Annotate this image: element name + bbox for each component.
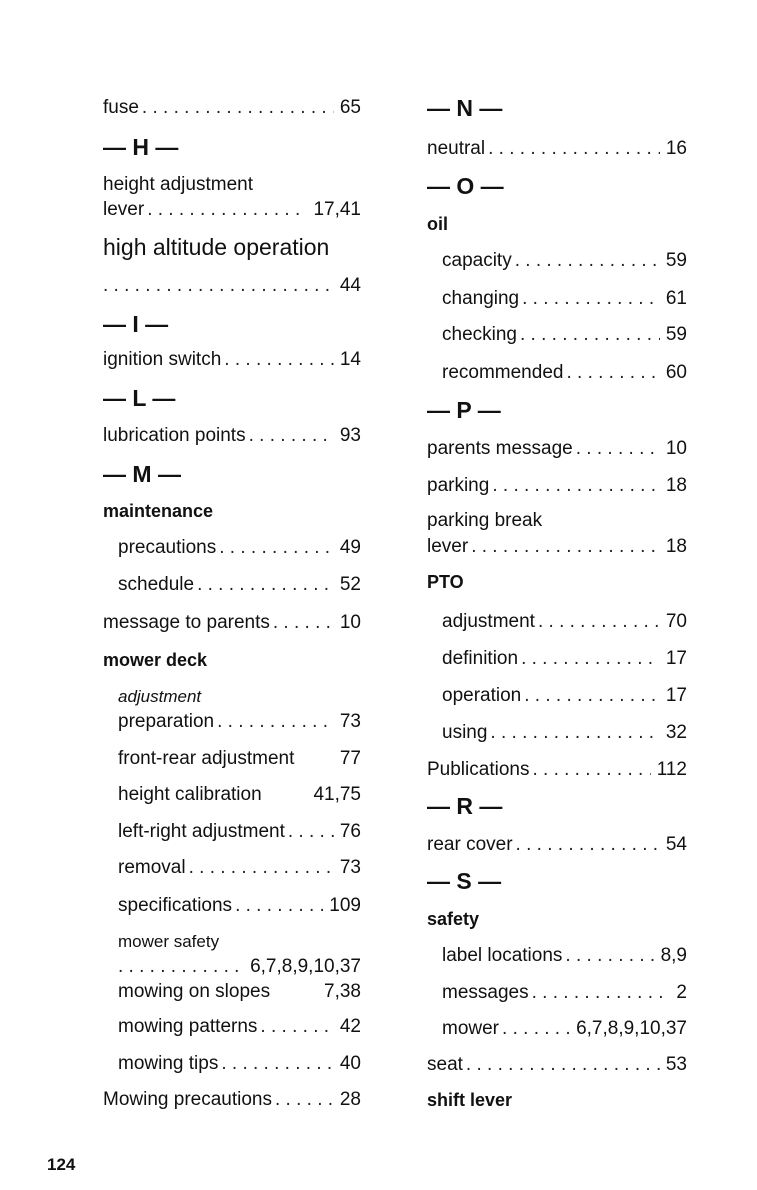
page-ref: 109 [329,895,361,916]
index-subentry-removal: removal . . . 73 [118,855,361,881]
index-entry-ignition-switch: ignition switch . . . 14 [103,347,361,373]
index-subentry-mowing-patterns: mowing patterns . . . 42 [118,1014,361,1040]
index-subentry-checking: checking . . . 59 [442,322,687,348]
index-subentry-specifications: specifications . . . 109 [118,893,361,919]
page-ref: 53 [665,1054,687,1075]
page-ref: 73 [339,711,361,732]
index-entry-height-adjustment-lever: lever . . . 17,41 [103,197,361,223]
index-subentry-preparation: preparation . . . 73 [118,709,361,735]
index-subentry-capacity: capacity . . . 59 [442,248,687,274]
page-ref: 41,75 [313,784,361,805]
page-ref: 49 [339,537,361,558]
page-ref: 7,38 [324,981,361,1002]
page-ref: 61 [665,288,687,309]
page-ref: 28 [339,1089,361,1110]
index-subentry-definition: definition . . . 17 [442,646,687,672]
page-ref: 17,41 [313,199,361,220]
page-ref: 44 [339,275,361,296]
index-subentry-mower-safety: mower safety [118,932,220,951]
index-entry-seat: seat . . . 53 [427,1052,687,1078]
section-header-h: — H — [103,134,179,160]
page-ref: 76 [339,821,361,842]
index-subentry-height-calibration: height calibration 41,75 [118,782,361,808]
index-subentry-label-locations: label locations . . . 8,9 [442,943,687,969]
index-subentry-mowing-slopes: mowing on slopes 7,38 [118,979,361,1005]
section-header-l: — L — [103,385,176,411]
index-subentry-schedule: schedule . . . 52 [118,572,361,598]
page-ref: 6,7,8,9,10,37 [250,956,361,977]
index-entry-high-altitude: high altitude operation [103,234,330,260]
page-ref: 54 [665,834,687,855]
index-entry-shift-lever: shift lever [427,1090,513,1110]
page-ref: 32 [665,722,687,743]
section-header-r: — R — [427,793,503,819]
page-ref: 93 [339,425,361,446]
index-subentry-front-rear: front-rear adjustment 77 [118,746,361,772]
index-subentry-left-right: left-right adjustment . . . 76 [118,819,361,845]
index-entry-oil: oil [427,214,448,234]
page-ref: 18 [665,536,687,557]
page-number: 124 [47,1155,76,1174]
page-ref: 18 [665,475,687,496]
index-entry-parents-message: parents message . . . 10 [427,436,687,462]
section-header-m: — M — [103,461,181,487]
section-header-n: — N — [427,95,503,121]
index-entry-maintenance: maintenance [103,501,214,521]
page-ref: 16 [665,138,687,159]
index-entry-parking-break: parking break [427,510,543,531]
index-entry-message-to-parents: message to parents . . . 10 [103,610,361,636]
index-subentry-messages: messages . . . 2 [442,980,687,1006]
index-entry-high-altitude-page [103,273,361,299]
index-entry-mowing-precautions: Mowing precautions . . . 28 [103,1087,361,1113]
page-ref: 42 [339,1016,361,1037]
page-ref: 73 [339,857,361,878]
page-ref: 65 [339,97,361,118]
page-ref: 77 [339,748,361,769]
page-ref: 60 [665,362,687,383]
page-ref: 2 [676,982,687,1003]
page-ref: 40 [339,1053,361,1074]
index-subentry-recommended: recommended . . . 60 [442,360,687,386]
page-ref: 112 [656,759,687,780]
index-subentry-changing: changing . . . 61 [442,286,687,312]
index-entry-parking-break-lever: lever . . . 18 [427,534,687,560]
index-subentry-pto-adjustment: adjustment . . . 70 [442,609,687,635]
page-ref: 59 [665,324,687,345]
index-entry-mower-deck: mower deck [103,650,208,670]
page-ref: 14 [339,349,361,370]
page-ref: 10 [665,438,687,459]
page-ref: 8,9 [660,945,687,966]
section-header-s: — S — [427,868,502,894]
index-subentry-mower-safety-page [118,954,361,980]
index-subentry-mower: mower . . . 6,7,8,9,10,37 [442,1016,687,1042]
index-entry-pto: PTO [427,572,464,592]
page-ref: 59 [665,250,687,271]
index-entry-rear-cover: rear cover . . . 54 [427,832,687,858]
index-entry-neutral: neutral . . . 16 [427,136,687,162]
index-entry-safety: safety [427,909,480,929]
index-entry-height-adjustment: height adjustment [103,174,253,195]
index-entry-publications: Publications . . . 112 [427,757,687,783]
index-entry-lubrication: lubrication points . . . 93 [103,423,361,449]
page-ref: 6,7,8,9,10,37 [576,1018,687,1039]
index-subentry-adjustment: adjustment [118,687,202,706]
page-ref: 10 [339,612,361,633]
index-subentry-precautions: precautions . . . 49 [118,535,361,561]
page-ref: 52 [339,574,361,595]
page-ref: 17 [665,648,687,669]
page-ref: 70 [665,611,687,632]
index-subentry-mowing-tips: mowing tips . . . 40 [118,1051,361,1077]
page-ref: 17 [665,685,687,706]
section-header-i: — I — [103,311,169,337]
index-subentry-operation: operation . . . 17 [442,683,687,709]
section-header-o: — O — [427,173,504,199]
index-entry-fuse: fuse . . . 65 [103,95,361,121]
index-entry-parking: parking . . . 18 [427,473,687,499]
index-subentry-using: using . . . 32 [442,720,687,746]
section-header-p: — P — [427,397,501,423]
